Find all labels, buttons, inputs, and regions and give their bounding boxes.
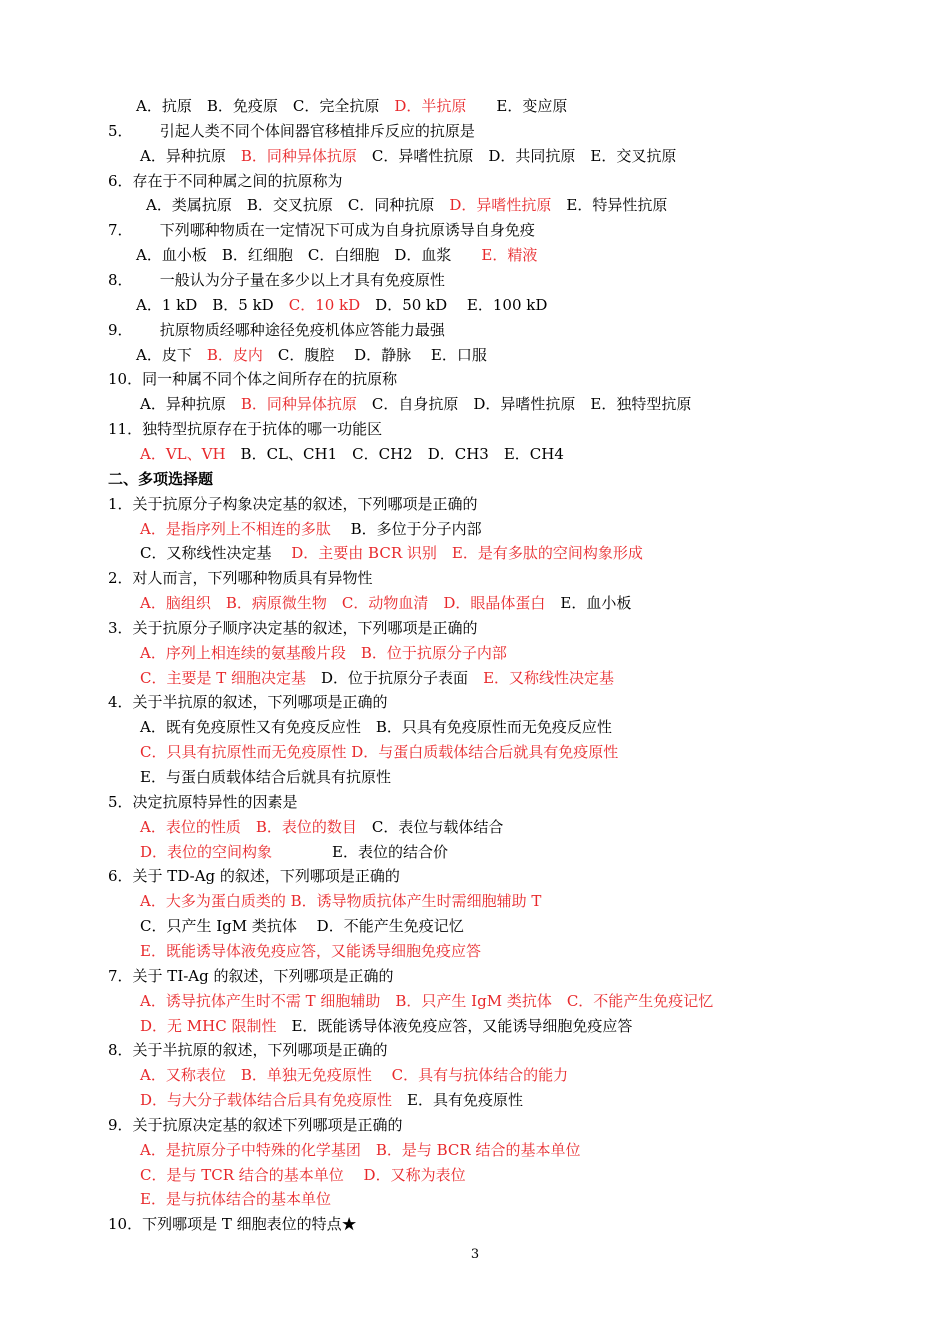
answer-text: E．是与抗体结合的基本单位 bbox=[140, 1190, 331, 1209]
answer-text: D．与大分子载体结合后具有免疫原性 bbox=[140, 1091, 393, 1109]
option-line bbox=[140, 1090, 523, 1110]
option-line bbox=[146, 195, 667, 215]
answer-text: C．只具有抗原性而无免疫原性 D．与蛋白质载体结合后就具有免疫原性 bbox=[140, 743, 619, 762]
answer-text: C．10 kD bbox=[288, 295, 361, 314]
line-text: A．1 kD B．5 kD bbox=[136, 295, 289, 314]
question-line bbox=[108, 121, 475, 141]
question-line bbox=[108, 494, 478, 514]
question-line bbox=[108, 966, 394, 986]
line-text: A．既有免疫原性又有免疫反应性 B．只具有免疫原性而无免疫反应性 bbox=[140, 718, 612, 737]
question-line bbox=[108, 618, 478, 638]
answer-text: A．脑组织 B．病原微生物 C．动物血清 D．眼晶体蛋白 bbox=[140, 594, 546, 612]
answer-text: C．主要是 T 细胞决定基 bbox=[140, 668, 307, 687]
answer-text: D．异嗜性抗原 bbox=[449, 196, 552, 215]
answer-text: A．序列上相连续的氨基酸片段 B．位于抗原分子内部 bbox=[140, 643, 507, 662]
answer-text: A．是抗原分子中特殊的化学基团 B．是与 BCR 结合的基本单位 bbox=[140, 1140, 581, 1159]
question-line bbox=[108, 469, 213, 489]
answer-text: A．又称表位 B．单独无免疫原性 C．具有与抗体结合的能力 bbox=[140, 1066, 569, 1085]
question-line bbox=[108, 692, 388, 712]
answer-text: E．既能诱导体液免疫应答，又能诱导细胞免疫应答 bbox=[140, 941, 481, 960]
line-text: 7．关于 TI-Ag 的叙述，下列哪项是正确的 bbox=[108, 966, 394, 985]
option-line bbox=[140, 891, 541, 911]
line-text: 4．关于半抗原的叙述，下列哪项是正确的 bbox=[108, 693, 388, 712]
line-text: B．多位于分子内部 bbox=[330, 519, 482, 538]
answer-text: A．是指序列上不相连的多肽 bbox=[140, 519, 331, 538]
option-line bbox=[140, 668, 614, 688]
option-line bbox=[140, 1016, 632, 1036]
line-text: D．50 kD E．100 kD bbox=[360, 295, 548, 314]
line-text: E．具有免疫原性 bbox=[392, 1091, 523, 1109]
line-text: A．异种抗原 bbox=[140, 146, 241, 165]
line-text: 11．独特型抗原存在于抗体的哪一功能区 bbox=[108, 420, 383, 439]
option-line bbox=[140, 817, 503, 837]
option-line bbox=[140, 543, 643, 563]
answer-text: D．表位的空间构象 bbox=[140, 842, 273, 861]
question-line bbox=[108, 171, 343, 191]
answer-text: A．VL、VH bbox=[140, 444, 226, 463]
answer-text: E．又称线性决定基 bbox=[483, 668, 615, 687]
option-line bbox=[140, 767, 391, 787]
answer-text: D．无 MHC 限制性 bbox=[140, 1016, 277, 1035]
line-text: 10．下列哪项是 T 细胞表位的特点★ bbox=[108, 1215, 357, 1234]
option-line bbox=[140, 991, 713, 1011]
question-line bbox=[108, 419, 382, 439]
question-line bbox=[108, 1214, 357, 1234]
line-text: 7． 下列哪种物质在一定情况下可成为自身抗原诱导自身免疫 bbox=[108, 221, 535, 240]
line-text: 3．关于抗原分子顺序决定基的叙述，下列哪项是正确的 bbox=[108, 618, 478, 637]
line-text: E．特异性抗原 bbox=[551, 196, 668, 215]
line-text: 8． 一般认为分子量在多少以上才具有免疫原性 bbox=[108, 271, 445, 289]
option-line bbox=[140, 1140, 580, 1160]
option-line bbox=[140, 643, 507, 663]
answer-text: C．是与 TCR 结合的基本单位 D．又称为表位 bbox=[140, 1165, 466, 1184]
option-line bbox=[140, 519, 482, 539]
option-line bbox=[140, 916, 464, 936]
line-text: 6．关于 TD-Ag 的叙述，下列哪项是正确的 bbox=[108, 867, 400, 886]
line-text: 6．存在于不同种属之间的抗原称为 bbox=[108, 171, 343, 190]
question-line bbox=[108, 866, 400, 886]
question-line bbox=[108, 220, 535, 240]
answer-text: B．同种异体抗原 bbox=[240, 395, 357, 414]
option-line bbox=[140, 1065, 568, 1085]
line-text: 9． 抗原物质经哪种途径免疫机体应答能力最强 bbox=[108, 320, 445, 339]
answer-text: D．主要由 BCR 识别 E．是有多肽的空间构象形成 bbox=[291, 544, 643, 563]
option-line bbox=[136, 96, 567, 116]
line-text: B．CL、CH1 C．CH2 D．CH3 E．CH4 bbox=[225, 444, 564, 463]
line-text: 1．关于抗原分子构象决定基的叙述，下列哪项是正确的 bbox=[108, 494, 478, 513]
line-text: A．抗原 B．免疫原 C．完全抗原 bbox=[136, 97, 395, 115]
line-text: C．只产生 IgM 类抗体 D．不能产生免疫记忆 bbox=[140, 917, 464, 936]
line-text: E．与蛋白质载体结合后就具有抗原性 bbox=[140, 768, 391, 786]
option-line bbox=[140, 1189, 331, 1209]
option-line bbox=[140, 146, 676, 166]
line-text: A．血小板 B．红细胞 C．白细胞 D．血浆 bbox=[136, 246, 482, 265]
answer-text: D．半抗原 bbox=[394, 97, 467, 115]
question-line bbox=[108, 369, 397, 389]
line-text: 2．对人而言，下列哪种物质具有异物性 bbox=[108, 569, 373, 588]
question-line bbox=[108, 568, 373, 588]
question-line bbox=[108, 270, 445, 290]
option-line bbox=[140, 394, 691, 414]
line-text: 10．同一种属不同个体之间所存在的抗原称 bbox=[108, 370, 398, 389]
option-line bbox=[140, 1165, 466, 1185]
line-text: C．异嗜性抗原 D．共同抗原 E．交叉抗原 bbox=[356, 146, 677, 165]
line-text: A．皮下 bbox=[136, 345, 207, 364]
page-number: 3 bbox=[470, 1247, 480, 1262]
line-text: 8．关于半抗原的叙述，下列哪项是正确的 bbox=[108, 1041, 388, 1060]
option-line bbox=[140, 593, 631, 613]
option-line bbox=[140, 842, 448, 862]
option-line bbox=[140, 717, 612, 737]
line-text: 9．关于抗原决定基的叙述下列哪项是正确的 bbox=[108, 1115, 403, 1134]
answer-text: B．同种异体抗原 bbox=[240, 146, 357, 165]
line-text: 5．决定抗原特异性的因素是 bbox=[108, 792, 298, 811]
line-text: A．异种抗原 bbox=[140, 395, 241, 414]
line-text: C．又称线性决定基 bbox=[140, 544, 292, 563]
question-line bbox=[108, 320, 445, 340]
line-text: 二、多项选择题 bbox=[108, 469, 214, 488]
line-text: D．位于抗原分子表面 bbox=[306, 668, 484, 687]
answer-text: E．精液 bbox=[481, 246, 538, 265]
answer-text: A．大多为蛋白质类的 B．诱导物质抗体产生时需细胞辅助 T bbox=[140, 892, 542, 911]
line-text: C．腹腔 D．静脉 E．口服 bbox=[262, 345, 487, 364]
option-line bbox=[140, 742, 618, 762]
option-line bbox=[136, 245, 537, 265]
line-text: C．自身抗原 D．异嗜性抗原 E．独特型抗原 bbox=[356, 395, 692, 414]
question-line bbox=[108, 1040, 388, 1060]
answer-text: A．表位的性质 B．表位的数目 bbox=[140, 817, 357, 836]
option-line bbox=[140, 941, 481, 961]
question-line bbox=[108, 1115, 403, 1135]
line-text: E．变应原 bbox=[466, 97, 568, 115]
answer-text: B．皮内 bbox=[206, 345, 263, 364]
line-text: E．血小板 bbox=[545, 594, 632, 612]
line-text: E．既能诱导体液免疫应答，又能诱导细胞免疫应答 bbox=[276, 1016, 633, 1035]
option-line bbox=[136, 345, 487, 365]
line-text: A．类属抗原 B．交叉抗原 C．同种抗原 bbox=[146, 196, 450, 215]
line-text: 5． 引起人类不同个体间器官移植排斥反应的抗原是 bbox=[108, 121, 475, 140]
line-text: E．表位的结合价 bbox=[272, 842, 448, 861]
line-text: C．表位与载体结合 bbox=[356, 817, 504, 836]
question-line bbox=[108, 792, 298, 812]
option-line bbox=[140, 444, 564, 464]
answer-text: A．诱导抗体产生时不需 T 细胞辅助 B．只产生 IgM 类抗体 C．不能产生免疫记忆 bbox=[140, 991, 714, 1010]
option-line bbox=[136, 295, 547, 315]
